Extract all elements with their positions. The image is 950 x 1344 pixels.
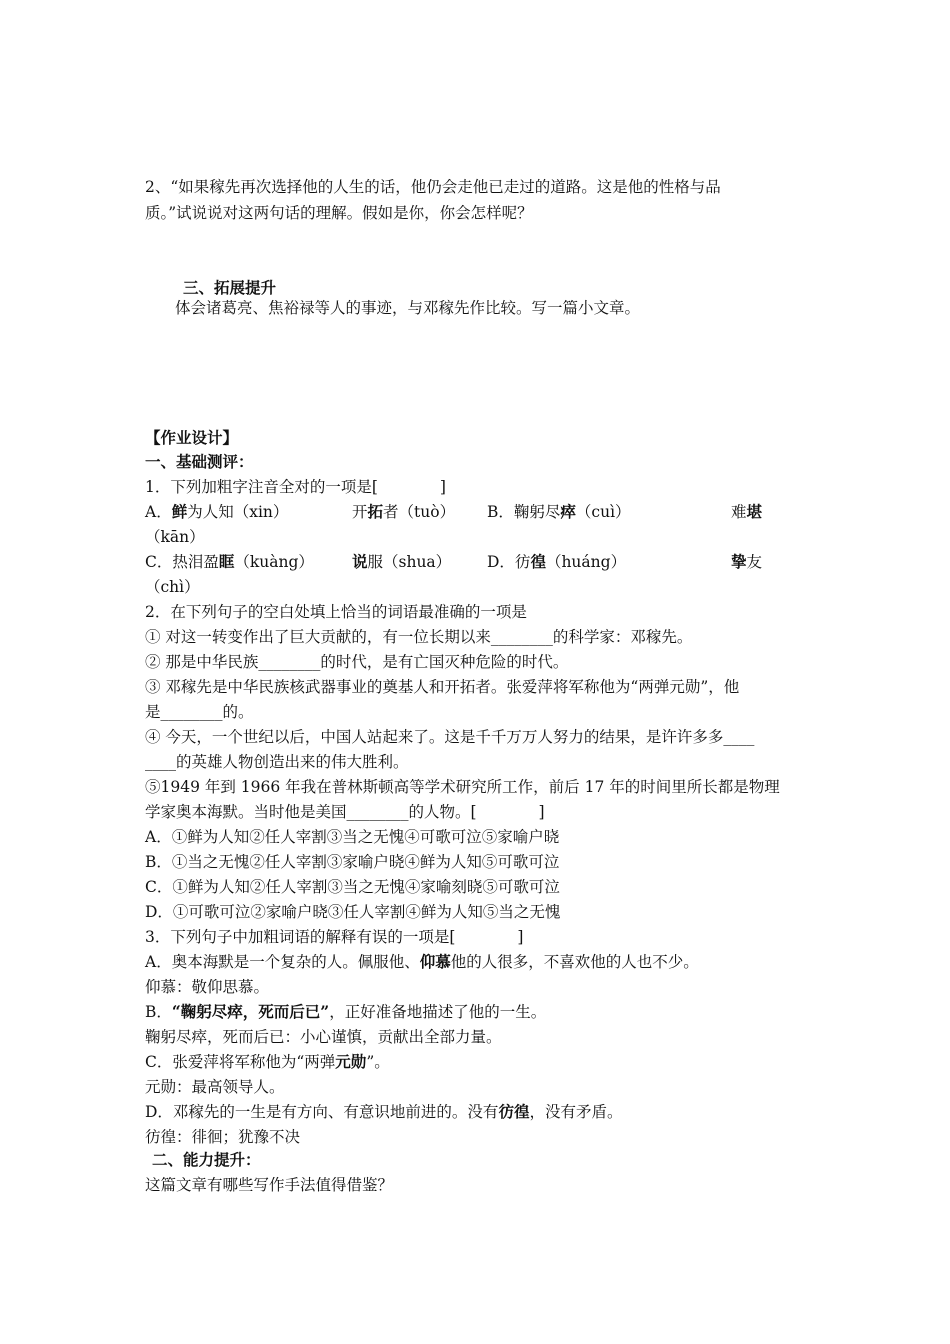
q1-option-a1: A．鲜为人知（xin） (145, 502, 289, 521)
q3-option-c: C．张爱萍将军称他为“两弹元勋”。 (145, 1052, 390, 1071)
q2-sentence-2: ② 那是中华民族________的时代，是有亡国灭种危险的时代。 (145, 653, 569, 671)
q2-sentence-5b: 学家奥本海默。当时他是美国________的人物。[ ] (145, 803, 545, 821)
q3-option-d-def: 彷徨：徘徊；犹豫不决 (145, 1128, 301, 1146)
q2-sentence-4b: ____的英雄人物创造出来的伟大胜利。 (145, 753, 409, 771)
q1-option-c1: C．热泪盈眶（kuàng） (145, 552, 314, 571)
question-2-line-1: 2、“如果稼先再次选择他的人生的话，他仍会走他已走过的道路。这是他的性格与品 (145, 178, 721, 196)
part-2-heading: 二、能力提升： (152, 1151, 261, 1169)
part-1-heading: 一、基础测评： (145, 453, 254, 471)
q1-option-a2: 开拓者（tuò） (352, 502, 456, 521)
q2-stem: 2．在下列句子的空白处填上恰当的词语最准确的一项是 (145, 603, 527, 621)
q1-option-b1: B．鞠躬尽瘁（cuì） (487, 502, 631, 521)
q2-option-d: D．①可歌可泣②家喻户晓③任人宰割④鲜为人知⑤当之无愧 (145, 903, 561, 921)
q3-option-a-def: 仰慕：敬仰思慕。 (145, 978, 270, 996)
q1-option-d2-pinyin: （chì） (145, 578, 200, 596)
q2-sentence-4a: ④ 今天，一个世纪以后，中国人站起来了。这是千千万万人努力的结果，是许许多多____ (145, 728, 755, 746)
q1-stem: 1．下列加粗字注音全对的一项是[ ] (145, 478, 446, 496)
q3-option-a: A．奥本海默是一个复杂的人。佩服他、仰慕他的人很多，不喜欢他的人也不少。 (145, 952, 699, 971)
section-3-heading: 三、拓展提升 (183, 279, 277, 297)
q2-sentence-3b: 是________的。 (145, 703, 254, 721)
q3-option-b-def: 鞠躬尽瘁，死而后已：小心谨慎，贡献出全部力量。 (145, 1028, 502, 1046)
q3-stem: 3．下列句子中加粗词语的解释有误的一项是[ ] (145, 928, 524, 946)
section-3-text: 体会诸葛亮、焦裕禄等人的事迹，与邓稼先作比较。写一篇小文章。 (175, 299, 641, 317)
q2-option-b: B．①当之无愧②任人宰割③家喻户晓④鲜为人知⑤可歌可泣 (145, 853, 560, 871)
q2-option-c: C．①鲜为人知②任人宰割③当之无愧④家喻刻晓⑤可歌可泣 (145, 878, 560, 896)
q1-option-b2: 难堪 (731, 502, 763, 521)
question-2-line-2: 质。”试说说对这两句话的理解。假如是你，你会怎样呢？ (145, 204, 533, 222)
q3-option-c-def: 元勋：最高领导人。 (145, 1078, 285, 1096)
q2-sentence-3a: ③ 邓稼先是中华民族核武器事业的奠基人和开拓者。张爱萍将军称他为“两弹元勋”，他 (145, 678, 740, 696)
homework-title: 【作业设计】 (145, 429, 239, 447)
q3-option-b: B．“鞠躬尽瘁，死而后已”，正好准备地描述了他的一生。 (145, 1002, 547, 1021)
q3-option-d: D．邓稼先的一生是有方向、有意识地前进的。没有彷徨，没有矛盾。 (145, 1102, 623, 1121)
q1-option-d2: 挚友 (731, 552, 763, 571)
q2-sentence-5a: ⑤1949 年到 1966 年我在普林斯顿高等学术研究所工作，前后 17 年的时间里所长都是物理 (145, 778, 780, 796)
q2-sentence-1: ① 对这一转变作出了巨大贡献的，有一位长期以来________的科学家：邓稼先。 (145, 628, 693, 646)
q1-option-c2: 说服（shua） (352, 552, 452, 571)
q1-option-d1: D．彷徨（huáng） (487, 552, 627, 571)
part-2-text: 这篇文章有哪些写作手法值得借鉴？ (145, 1176, 394, 1194)
q2-option-a: A．①鲜为人知②任人宰割③当之无愧④可歌可泣⑤家喻户晓 (145, 828, 560, 846)
q1-option-b2-pinyin: （kān） (145, 528, 205, 546)
